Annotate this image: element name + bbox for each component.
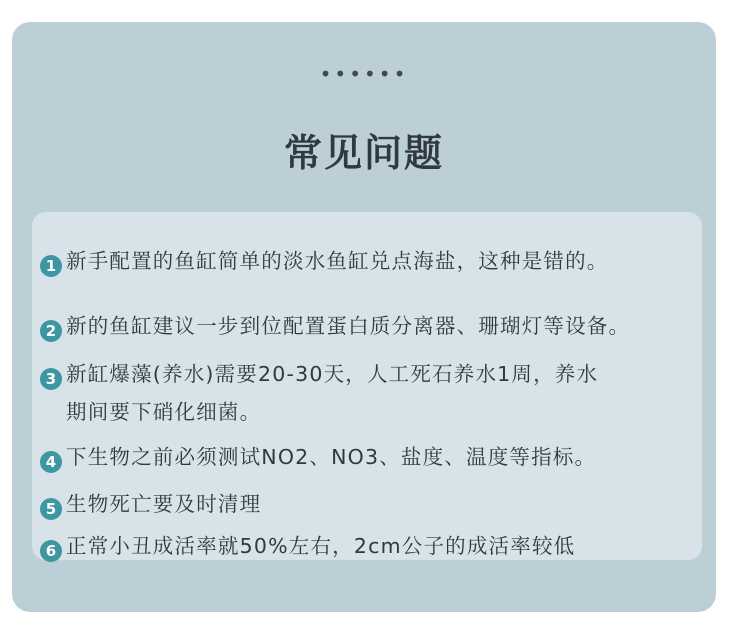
faq-item-1-text: 新手配置的鱼缸简单的淡水鱼缸兑点海盐，这种是错的。 — [66, 249, 609, 273]
page-title: 常见问题 — [283, 131, 444, 175]
decorative-dots: •••••• — [319, 62, 409, 86]
number-badge-6-icon: 6 — [40, 540, 62, 562]
faq-item-2-text: 新的鱼缸建议一步到位配置蛋白质分离器、珊瑚灯等设备。 — [66, 314, 631, 338]
faq-item-3-text-line1: 新缸爆藻(养水)需要20-30天，人工死石养水1周，养水 — [66, 362, 599, 386]
faq-item-3-text-line2: 期间要下硝化细菌。 — [66, 400, 262, 424]
faq-item-4-text: 下生物之前必须测试NO2、NO3、盐度、温度等指标。 — [66, 445, 597, 469]
faq-item-6-text: 正常小丑成活率就50%左右，2cm公子的成活率较低 — [66, 534, 576, 558]
faq-item-5-text: 生物死亡要及时清理 — [66, 492, 262, 516]
number-badge-3-icon: 3 — [40, 368, 62, 390]
faq-item-2 — [40, 310, 700, 342]
faq-item-6 — [40, 530, 700, 562]
faq-item-3 — [40, 358, 700, 428]
number-badge-5-icon: 5 — [40, 498, 62, 520]
number-badge-1-icon: 1 — [40, 255, 62, 277]
faq-item-5 — [40, 488, 700, 520]
number-badge-4-icon: 4 — [40, 451, 62, 473]
faq-card — [12, 22, 716, 612]
faq-item-1 — [40, 245, 700, 277]
faq-list-panel — [32, 212, 702, 560]
faq-item-4 — [40, 441, 700, 473]
number-badge-2-icon: 2 — [40, 320, 62, 342]
